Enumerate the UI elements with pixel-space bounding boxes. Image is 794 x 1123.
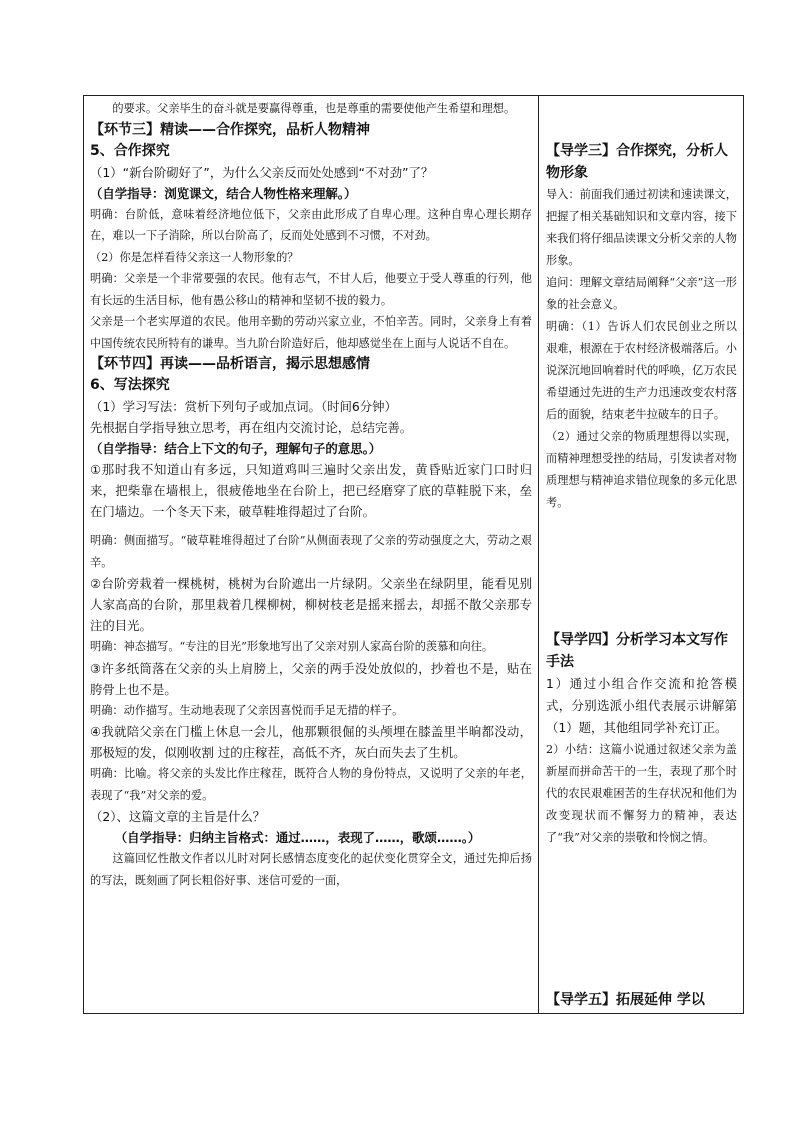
- guide3-answer-2: （2）通过父亲的物质理想得以实现，而精神理想受挫的结局，引发读者对物质理想与精神追求错位现象的多元化思考。: [546, 430, 737, 509]
- section4-heading: 【环节四】再读——品析语言，揭示思想感情: [90, 356, 370, 372]
- answer-2: 明确：父亲是一个非常要强的农民。他有志气，不甘人后，他要立于受人尊重的行列，他有长远的生活目标，他有愚公移山的精神和坚韧不拔的毅力。: [90, 272, 532, 307]
- q6-1: （1）学习写法：赏析下列句子或加点词。（时间6分钟）: [90, 399, 397, 414]
- right-column: [539, 96, 743, 1013]
- q5-2: （2）你是怎样看待父亲这一人物形象的？: [90, 250, 299, 264]
- q5-title: 5、合作探究: [90, 142, 170, 159]
- guide3-answer-1: 明确：（1）告诉人们农民创业之所以艰难，根源在于农村经济极端落后。小说深沉地回响着时代的呼唤，亿万农民希望通过先进的生产力迅速改变农村落后的面貌，结束老牛拉破车的日子。: [546, 320, 737, 421]
- sentence-3: ③许多纸筒落在父亲的头上肩膀上，父亲的两手没处放似的，抄着也不是，贴在胯骨上也不是。: [90, 660, 532, 697]
- answer-1: 明确：台阶低，意味着经济地位低下，父亲由此形成了自卑心理。这种自卑心理长期存在，难以一下子消除，所以台阶高了，反而处处感到不习惯，不对劲。: [90, 207, 532, 242]
- sentence-2: ②台阶旁栽着一棵桃树，桃树为台阶遮出一片绿阴。父亲坐在绿阴里，能看见别人家高高的台阶，那里栽着几棵柳树，柳树枝老是摇来摇去，却摇不散父亲那专注的目光。: [90, 576, 532, 633]
- lesson-plan-table: [83, 95, 744, 1014]
- answer-3: 父亲是一个老实厚道的农民。他用辛勤的劳动兴家立业，不怕辛苦。同时，父亲身上有着中国传统农民所特有的谦卑。当九阶台阶造好后，他却感觉坐在上面与人说话不自在。: [90, 315, 532, 350]
- guide4-p1: 1）通过小组合作交流和抢答模式，分别选派小组代表展示讲解第（1）题，其他组同学补充订正。: [546, 676, 737, 735]
- sentence-4: ④我就陪父亲在门槛上休息一会儿，他那颗很倔的头颅埋在膝盖里半晌都没动，那极短的发，似刚收割 过的庄稼茬，高低不齐，灰白而失去了生机。: [90, 724, 532, 760]
- guide-1: （自学指导：浏览课文，结合人物性格来理解。）: [90, 185, 357, 201]
- guide3-heading: 【导学三】合作探究，分析人物形象: [546, 143, 728, 181]
- theme-text: 这篇回忆性散文作者以儿时对阿长感情态度变化的起伏变化贯穿全文，通过先抑后扬的写法，既刻画了阿长粗俗好事、迷信可爱的一面，: [90, 852, 532, 887]
- guide3-question: 追问：理解文章结局阐释“父亲”这一形象的社会意义。: [546, 276, 737, 311]
- analysis-4: 明确：比喻。将父亲的头发比作庄稼茬，既符合人物的身份特点，又说明了父亲的年老，表现了“我”对父亲的爱。: [90, 767, 532, 802]
- intro-text: 的要求。父亲毕生的奋斗就是要赢得尊重，也是尊重的需要使他产生希望和理想。: [112, 102, 516, 115]
- guide4-heading: 【导学四】分析学习本文写作手法: [546, 632, 728, 670]
- analysis-3: 明确：动作描写。生动地表现了父亲因喜悦而手足无措的样子。: [90, 703, 404, 717]
- section3-heading: 【环节三】精读——合作探究，品析人物精神: [90, 121, 370, 138]
- analysis-1: 明确：侧面描写。“破草鞋堆得超过了台阶”从侧面表现了父亲的劳动强度之大，劳动之艰辛。: [90, 534, 532, 569]
- guide4-block: [546, 629, 737, 849]
- q6-2: （2）、这篇文章的主旨是什么？: [90, 809, 266, 824]
- guide3-block: [546, 140, 737, 514]
- q6-1-note: 先根据自学指导独立思考，再在组内交流讨论，总结完善。: [90, 420, 413, 435]
- guide-3: （自学指导：归纳主旨格式：通过……，表现了……，歌颂……。）: [114, 830, 481, 845]
- left-column: [84, 96, 539, 1013]
- guide-2: （自学指导：结合上下文的句子，理解句子的意思。）: [90, 441, 382, 456]
- guide5-heading: 【导学五】拓展延伸 学以: [546, 992, 705, 1008]
- guide3-text: 导入：前面我们通过初读和速读课文，把握了相关基础知识和文章内容，接下来我们将仔细品读课文分析父亲的人物形象。: [546, 188, 737, 267]
- analysis-2: 明确：神态描写。“专注的目光”形象地写出了父亲对别人家高台阶的羡慕和向往。: [90, 640, 494, 653]
- sentence-1: ①那时我不知道山有多远，只知道鸡叫三遍时父亲出发，黄昏贴近家门口时归来，把柴靠在墙根上，很疲倦地坐在台阶上，把已经磨穿了底的草鞋脱下来，垒在门墙边。一个冬天下来，破草鞋堆得超过了台阶。: [90, 462, 532, 519]
- guide4-p2: 2）小结：这篇小说通过叙述父亲为盖新屋而拼命苦干的一生，表现了那个时代的农民艰难困苦的生存状况和他们为改变现状而不懈努力的精神，表达了“我”对父亲的崇敬和怜悯之情。: [546, 743, 737, 844]
- q6-title: 6、写法探究: [90, 377, 170, 393]
- q5-1: （1）“新台阶砌好了”，为什么父亲反而处处感到“不对劲”了？: [90, 164, 434, 180]
